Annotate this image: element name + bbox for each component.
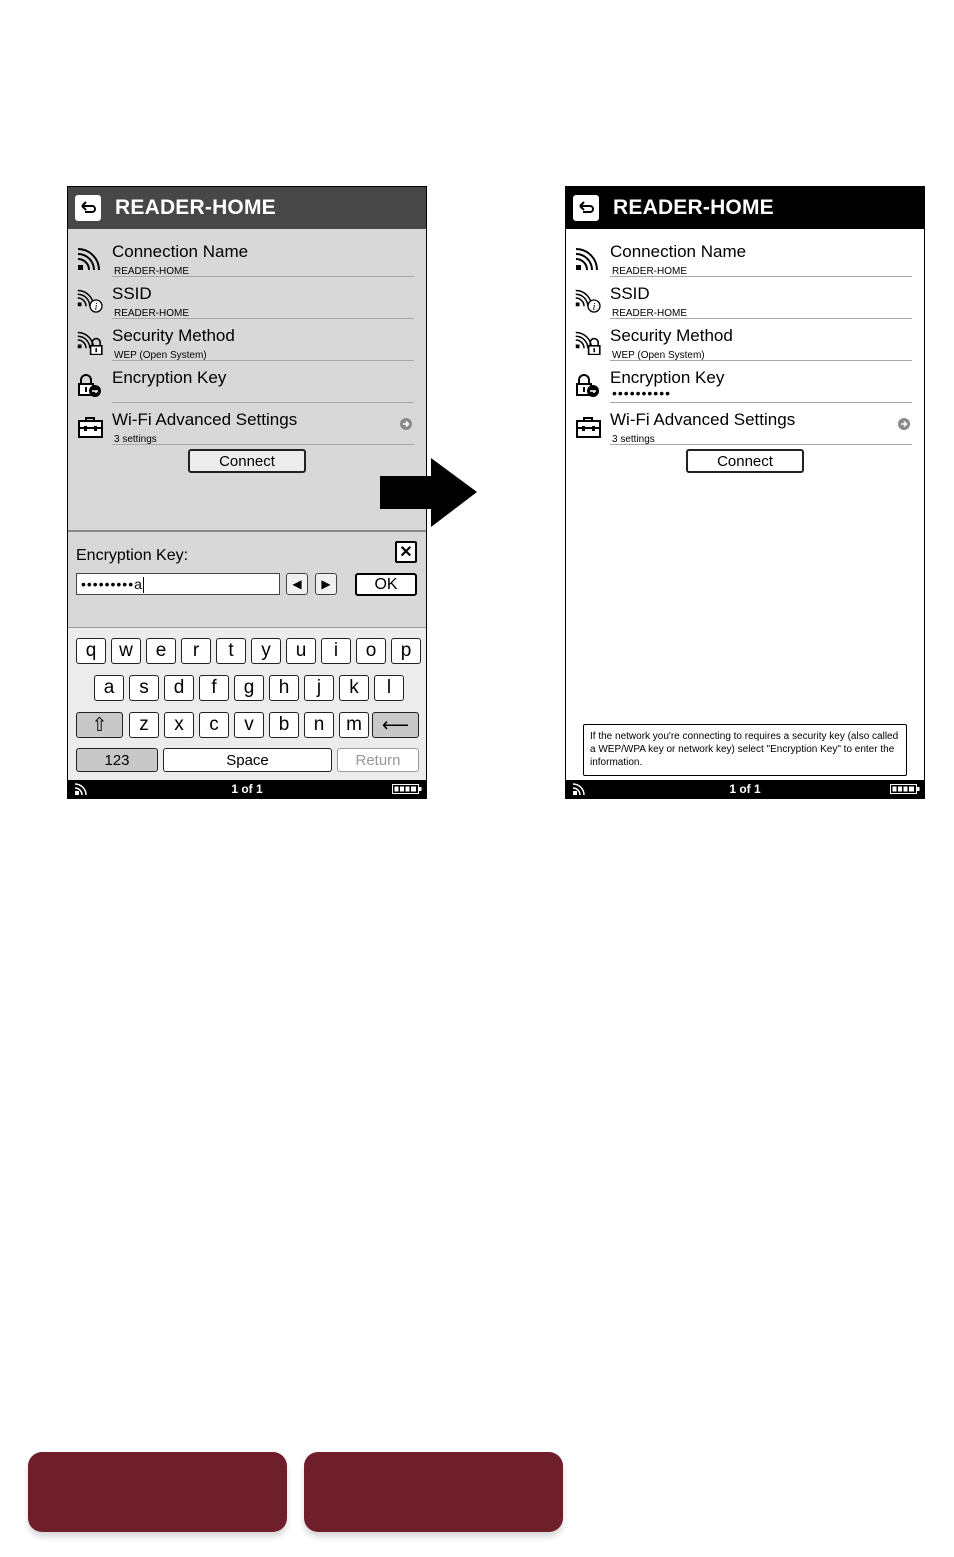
- reader-screen-result: [565, 186, 925, 799]
- key-j[interactable]: j: [304, 675, 334, 701]
- setting-ssid[interactable]: [566, 277, 924, 319]
- help-message: If the network you're connecting to requires a security key (also called a WEP/WPA key or network key) select "Encryption Key" to enter the information.: [583, 724, 907, 776]
- title-bar: [68, 187, 426, 229]
- nav-tab-previous[interactable]: [28, 1452, 287, 1532]
- backspace-key[interactable]: [372, 712, 419, 738]
- setting-title: SSID: [610, 284, 650, 303]
- key-y[interactable]: y: [251, 638, 281, 664]
- back-arrow-icon: [79, 200, 97, 216]
- encryption-key-input[interactable]: [76, 573, 280, 595]
- lock-key-icon: [575, 373, 603, 397]
- key-a[interactable]: a: [94, 675, 124, 701]
- nav-tab-next[interactable]: [304, 1452, 563, 1532]
- key-z[interactable]: z: [129, 712, 159, 738]
- triangle-right-icon: ▶: [321, 577, 331, 591]
- setting-security-method[interactable]: [68, 319, 426, 361]
- encryption-key-label: Encryption Key:: [76, 547, 189, 564]
- wifi-lock-icon: [77, 331, 105, 355]
- backspace-icon: ⟵: [381, 714, 410, 736]
- setting-value: READER-HOME: [114, 266, 190, 277]
- numbers-key[interactable]: 123: [76, 748, 158, 772]
- battery-icon: [392, 784, 422, 794]
- shift-icon: ⇧: [91, 714, 108, 736]
- toolbox-icon: [77, 415, 105, 439]
- setting-encryption-key[interactable]: [566, 361, 924, 403]
- connect-button[interactable]: Connect: [188, 449, 306, 473]
- key-m[interactable]: m: [339, 712, 369, 738]
- svg-text:i: i: [94, 302, 98, 313]
- masked-characters: •••••••••: [81, 576, 135, 592]
- key-x[interactable]: x: [164, 712, 194, 738]
- back-button[interactable]: [75, 195, 101, 221]
- divider: [112, 444, 414, 445]
- key-w[interactable]: w: [111, 638, 141, 664]
- key-o[interactable]: o: [356, 638, 386, 664]
- divider: [610, 444, 912, 445]
- toolbox-icon: [575, 415, 603, 439]
- setting-value: READER-HOME: [612, 266, 688, 277]
- setting-title: Encryption Key: [610, 368, 725, 387]
- wifi-icon: [575, 247, 603, 271]
- page-title: READER-HOME: [613, 196, 774, 219]
- cursor-right-button[interactable]: [315, 573, 337, 595]
- title-bar: [566, 187, 924, 229]
- setting-value: 3 settings: [612, 434, 655, 445]
- key-f[interactable]: f: [199, 675, 229, 701]
- cursor-left-button[interactable]: [286, 573, 308, 595]
- setting-value: READER-HOME: [612, 308, 688, 319]
- wifi-icon: [77, 247, 105, 271]
- key-s[interactable]: s: [129, 675, 159, 701]
- key-g[interactable]: g: [234, 675, 264, 701]
- shift-key[interactable]: [76, 712, 123, 738]
- setting-ssid[interactable]: [68, 277, 426, 319]
- wifi-info-icon: [575, 289, 603, 313]
- key-h[interactable]: h: [269, 675, 299, 701]
- triangle-left-icon: ◀: [292, 577, 302, 591]
- typed-character: a: [134, 576, 143, 592]
- setting-title: Security Method: [610, 326, 733, 345]
- encryption-key-panel: [68, 530, 426, 626]
- setting-value: READER-HOME: [114, 308, 190, 319]
- wifi-info-icon: [77, 289, 105, 313]
- key-b[interactable]: b: [269, 712, 299, 738]
- page-indicator: 1 of 1: [729, 782, 761, 796]
- setting-title: Encryption Key: [112, 368, 227, 387]
- setting-connection-name[interactable]: [566, 235, 924, 277]
- setting-encryption-key[interactable]: [68, 361, 426, 403]
- key-u[interactable]: u: [286, 638, 316, 664]
- reader-screen-editing: [67, 186, 427, 799]
- ok-button[interactable]: OK: [355, 573, 417, 596]
- wifi-lock-icon: [575, 331, 603, 355]
- key-t[interactable]: t: [216, 638, 246, 664]
- key-q[interactable]: q: [76, 638, 106, 664]
- setting-title: Connection Name: [112, 242, 249, 261]
- back-button[interactable]: [573, 195, 599, 221]
- setting-wifi-advanced[interactable]: [68, 403, 426, 445]
- key-k[interactable]: k: [339, 675, 369, 701]
- setting-security-method[interactable]: [566, 319, 924, 361]
- setting-title: SSID: [112, 284, 152, 303]
- lock-key-icon: [77, 373, 105, 397]
- setting-title: Wi-Fi Advanced Settings: [112, 410, 298, 429]
- setting-value: WEP (Open System): [612, 350, 705, 361]
- setting-title: Security Method: [112, 326, 235, 345]
- connect-button[interactable]: Connect: [686, 449, 804, 473]
- svg-text:i: i: [592, 302, 596, 313]
- setting-title: Wi-Fi Advanced Settings: [610, 410, 796, 429]
- close-button[interactable]: [395, 541, 417, 563]
- key-c[interactable]: c: [199, 712, 229, 738]
- battery-icon: [890, 784, 920, 794]
- setting-title: Connection Name: [610, 242, 747, 261]
- arrow-right-icon: [380, 458, 477, 527]
- arrow-right-icon: [400, 418, 412, 430]
- key-e[interactable]: e: [146, 638, 176, 664]
- key-v[interactable]: v: [234, 712, 264, 738]
- return-key[interactable]: Return: [337, 748, 419, 772]
- page-indicator: 1 of 1: [231, 782, 263, 796]
- setting-value: WEP (Open System): [114, 350, 207, 361]
- setting-value: 3 settings: [114, 434, 157, 445]
- key-r[interactable]: r: [181, 638, 211, 664]
- setting-wifi-advanced[interactable]: [566, 403, 924, 445]
- text-caret: [143, 577, 144, 593]
- back-arrow-icon: [577, 200, 595, 216]
- key-i[interactable]: i: [321, 638, 351, 664]
- key-d[interactable]: d: [164, 675, 194, 701]
- key-n[interactable]: n: [304, 712, 334, 738]
- status-bar: [68, 780, 426, 798]
- arrow-right-icon: [898, 418, 910, 430]
- status-bar: [566, 780, 924, 798]
- masked-key-value: ••••••••••: [612, 385, 672, 401]
- setting-connection-name[interactable]: [68, 235, 426, 277]
- on-screen-keyboard: [68, 627, 426, 783]
- page-title: READER-HOME: [115, 196, 276, 219]
- space-key[interactable]: Space: [163, 748, 332, 772]
- key-p[interactable]: p: [391, 638, 421, 664]
- key-l[interactable]: l: [374, 675, 404, 701]
- close-icon: ✕: [399, 544, 413, 561]
